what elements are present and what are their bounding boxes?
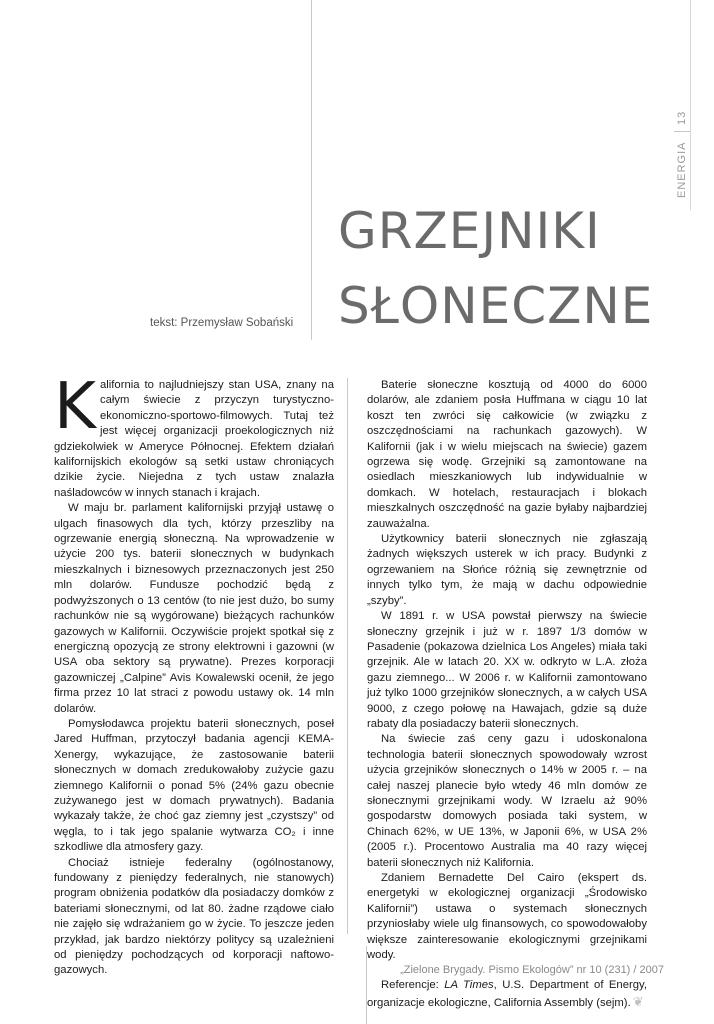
paragraph: Chociaż istnieje federalny (ogólnostanowy, fundowany z pieniędzy federalnych, nie stanowych) program obniżenia podatków dla posiadaczy domków z bateriami słonecznymi, od lat 80. żadne rządowe ciało nie zajęło się wdrażaniem go w życie. To jeszcze jeden przykład, jak bardzo niektórzy politycy są uzależnieni od pieniędzy pochodzących od korporacji naftowo-gazowych. — [54, 856, 334, 977]
paragraph: Na świecie zaś ceny gazu i udoskonalona technologia baterii słonecznych spowodowały wzrost użycia grzejników słonecznych o 14% w 2005 r. – na całej naszej planecie było wtedy 46 mln domów ze słonecznymi grzejnikami wody. W Izraelu aż 90% gospodarstw domowych posiada taki system, w Chinach 62%, w UE 13%, w Japonii 6%, w USA 2% (2005 r.). Procentowo Australia ma 40 razy więcej baterii słonecznych niż Kalifornia. — [367, 733, 647, 869]
end-mark-icon: ❦ — [632, 993, 644, 1009]
paragraph: Kalifornia to najludniejszy stan USA, znany na całym świecie z przyczyn turystyczno-ekonomiczno-sportowo-filmowych. Tutaj też jest więcej organizacji proekologicznych niż gdziekolwiek w Ameryce Północnej. Efektem działań kalifornijskich ekologów są setki ustaw chroniących dzikie życie. Niejedna z tych ustaw znalazła naśladowców w innych stanach i krajach. — [54, 370, 334, 499]
header-divider-line — [311, 0, 312, 340]
paragraph: W 1891 r. w USA powstał pierwszy na świecie słoneczny grzejnik i już w r. 1897 1/3 domów w Pasadenie (pokazowa dzielnica Los Angeles) miała taki grzejnik. Ale w latach 20. XX w. odkryto w L.A. złoża gazu ziemnego... W 2006 r. w Kalifornii zamontowano już tylko 1000 grzejników słonecznych, a w całych USA 9000, z czego połowę na Hawajach, gdzie są duże rabaty dla posiadaczy baterii słonecznych. — [367, 610, 647, 730]
article-column-1 — [54, 370, 334, 979]
paragraph: Użytkownicy baterii słonecznych nie zgłaszają żadnych większych usterek w ich pracy. Budynki z ogrzewaniem na Słońce różnią się zewnętrznie od innych tylko tym, że mają w dachu odpowiednie „szyby”. — [367, 533, 647, 607]
paragraph: Zdaniem Bernadette Del Cairo (ekspert ds. energetyki w ekologicznej organizacji „Środowisko Kalifornii”) ustawa o systemach słonecznych przyniosłaby wiele ulg finansowych, co spowodowałoby większe zainteresowanie ekologicznymi grzejnikami wody. — [367, 872, 647, 962]
paragraph: W maju br. parlament kalifornijski przyjął ustawę o ulgach finasowych dla tych, którzy przeszliby na ogrzewanie energią słoneczną. Na wprowadzenie w użycie 200 tys. baterii słonecznych w budynkach mieszkalnych i biznesowych przeznaczonych jest 250 mln dolarów. Fundusze pochodzić będą z podwyższonych o 13 centów (to nie jest dużo, bo sumy rachunków nie są wygórowane) bieżących rachunków gazowych w Kalifornii. Oczywiście projekt spotkał się z energiczną opozycją ze strony elektrowni i gazowni (w USA oba sektory są prywatne). Prezes korporacji gazowniczej „Calpine” Avis Kowalewski ocenił, że jego firma przez 10 lat straci z powodu ustawy ok. 14 mln dolarów. — [54, 502, 334, 715]
paragraph: Pomysłodawca projektu baterii słonecznych, poseł Jared Huffman, przytoczył badania agencji KEMA-Xenergy, wykazujące, że zastosowanie baterii słonecznych w domach zredukowałoby zużycie gazu ziemnego Kalifornii o ponad 5% (24% gazu obecnie zużywanego jest w domach prywatnych). Badania wykazały także, że choć gaz ziemny jest „czystszy” od węgla, to i tak jego spalanie wytwarza CO₂ i inne szkodliwe dla atmosfery gazy. — [54, 717, 334, 854]
section-label: ENERGIA — [676, 141, 688, 198]
paragraph: Baterie słoneczne kosztują od 4000 do 6000 dolarów, ale zdaniem posła Huffmana w ciągu 10 lat koszt ten zwróci się całkowicie (w związku z oszczędnościami na rachunkach gazowych). W Kalifornii (jak i w wielu miejscach na świecie) gazem ogrzewa się wodę. Grzejniki są zamontowane na osiedlach mieszkaniowych lub indywidualnie w domkach. W hotelach, restauracjach i blokach mieszkalnych oszczędność na gazie byłaby najbardziej zauważalna. — [367, 379, 647, 530]
references: Referencje: LA Times, U.S. Department of Energy, organizacje ekologiczne, California Assembly (sejm). ❦ — [367, 979, 647, 1009]
publication-footer: „Zielone Brygady. Pismo Ekologów” nr 10 (231) / 2007 — [400, 964, 664, 976]
column-divider-line — [347, 378, 348, 934]
page-number: 13 — [676, 110, 688, 125]
article-title-line2: SŁONECZNE — [338, 277, 654, 335]
drop-cap: K — [54, 370, 96, 444]
margin-rule — [690, 0, 691, 210]
article-column-2 — [367, 378, 647, 1011]
section-marker-line — [674, 131, 690, 132]
byline: tekst: Przemysław Sobański — [150, 317, 294, 329]
article-title-line1: GRZEJNIKI — [338, 202, 601, 260]
